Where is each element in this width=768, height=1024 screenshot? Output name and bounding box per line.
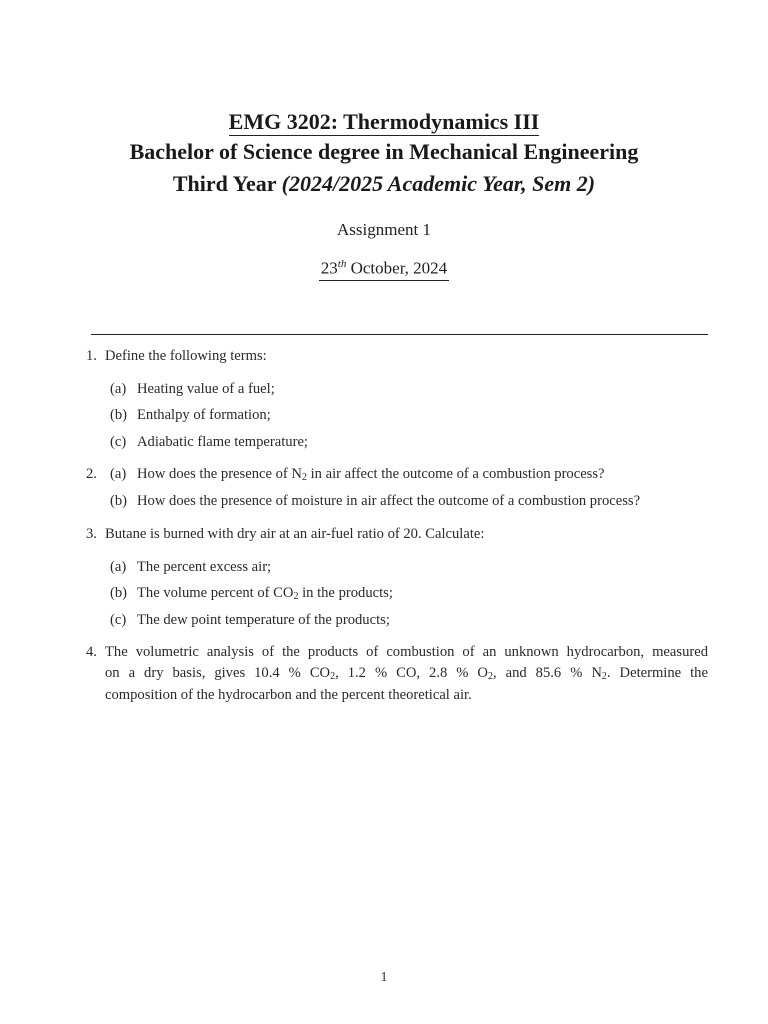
- subscript: 2: [487, 671, 493, 682]
- year-line: [0, 169, 768, 199]
- subpart-label: (c): [110, 612, 127, 628]
- date: [319, 258, 449, 281]
- subscript: 2: [301, 472, 307, 483]
- question-text: Butane is burned with dry air at an air-fuel ratio of 20. Calculate:: [105, 526, 485, 542]
- question-text-line-3: composition of the hydrocarbon and the percent theoretical air.: [105, 687, 472, 703]
- question-number: 1.: [86, 348, 97, 364]
- date-ordinal: th: [337, 258, 347, 270]
- text-fragment: in air affect the outcome of a combustion process?: [306, 466, 605, 482]
- subpart-text: How does the presence of moisture in air affect the outcome of a combustion process?: [137, 493, 641, 509]
- question-number: 4.: [86, 644, 97, 660]
- subscript: 2: [293, 591, 299, 602]
- course-title-text: EMG 3202: Thermodynamics III: [228, 109, 540, 134]
- subpart-label: (c): [110, 434, 127, 450]
- subpart-label: (b): [110, 407, 128, 423]
- subpart-label: (a): [110, 381, 127, 397]
- subpart-label: (b): [110, 585, 128, 601]
- horizontal-rule: [91, 334, 708, 335]
- text-fragment: on a dry basis, gives 10.4 % CO: [105, 665, 331, 681]
- subpart-label: (a): [110, 466, 127, 482]
- assignment-label: Assignment 1: [337, 220, 431, 239]
- question-text: Define the following terms:: [105, 348, 267, 364]
- subpart-text: Heating value of a fuel;: [137, 381, 275, 397]
- text-fragment: in the products;: [298, 585, 393, 601]
- subpart-text: The percent excess air;: [137, 559, 272, 575]
- subpart-text: Adiabatic flame temperature;: [137, 434, 308, 450]
- academic-year: (2024/2025 Academic Year, Sem 2): [281, 171, 596, 196]
- subpart-label: (a): [110, 559, 127, 575]
- subpart-text: The dew point temperature of the products;: [137, 612, 390, 628]
- subpart-text: [137, 583, 708, 604]
- subscript: 2: [330, 671, 336, 682]
- text-fragment: The volume percent of CO: [137, 585, 294, 601]
- subpart-text: Enthalpy of formation;: [137, 407, 271, 423]
- question-text-line-2: [105, 663, 708, 684]
- date-rest: October, 2024: [346, 258, 448, 278]
- subpart-text: [137, 464, 708, 485]
- page-number: 1: [380, 970, 388, 985]
- year-plain: Third Year: [172, 171, 277, 196]
- text-fragment: , 1.2 % CO, 2.8 % O: [335, 665, 488, 681]
- question-number: 2.: [86, 466, 97, 482]
- subpart-label: (b): [110, 493, 128, 509]
- date-day: 23: [320, 258, 338, 278]
- question-number: 3.: [86, 526, 97, 542]
- date-line: [0, 258, 768, 281]
- question-text-line-1: The volumetric analysis of the products of combustion of an unknown hydrocarbon, measured: [105, 644, 708, 660]
- degree-title: Bachelor of Science degree in Mechanical Engineering: [129, 139, 639, 164]
- text-fragment: , and 85.6 % N: [492, 665, 602, 681]
- text-fragment: How does the presence of N: [137, 466, 302, 482]
- subscript: 2: [601, 671, 607, 682]
- text-fragment: . Determine the: [606, 665, 708, 681]
- course-title: [0, 107, 768, 137]
